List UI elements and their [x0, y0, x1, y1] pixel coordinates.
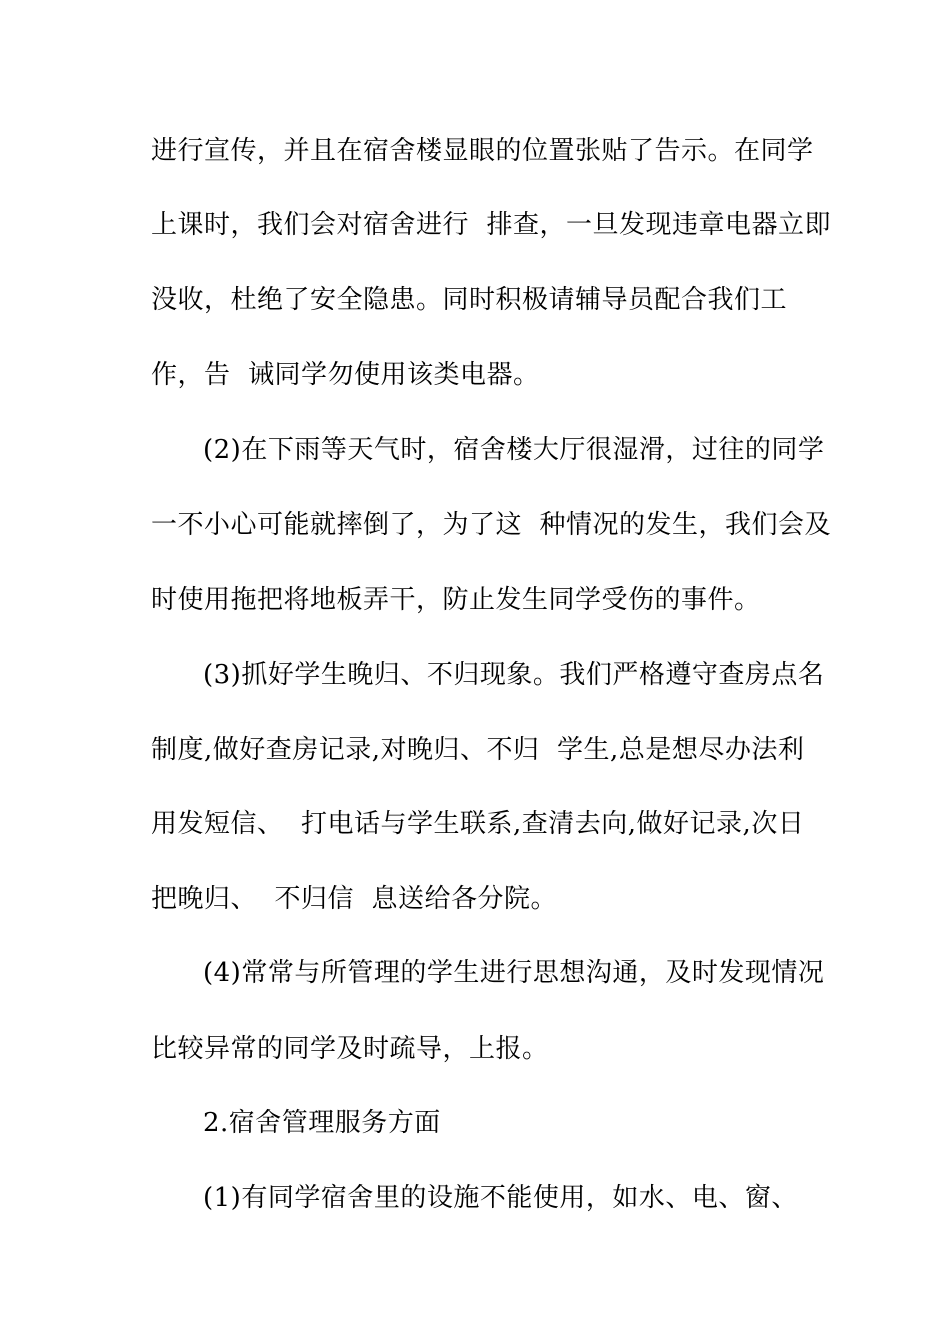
- text-line: 上课时，我们会对宿舍进行 排查，一旦发现违章电器立即: [151, 210, 832, 240]
- text-line: 进行宣传，并且在宿舍楼显眼的位置张贴了告示。在同学: [151, 136, 814, 166]
- text-line: 比较异常的同学及时疏导，上报。: [151, 1034, 549, 1064]
- text-line: 用发短信、 打电话与学生联系,查清去向,做好记录,次日: [151, 809, 805, 839]
- text-line: 制度,做好查房记录,对晚归、不归 学生,总是想尽办法利: [151, 735, 805, 765]
- text-line: 没收，杜绝了安全隐患。同时积极请辅导员配合我们工: [151, 285, 788, 315]
- paragraph-first-line: (3)抓好学生晚归、不归现象。我们严格遵守查房点名: [203, 660, 825, 690]
- paragraph-first-line: (1)有同学宿舍里的设施不能使用，如水、电、窗、: [203, 1183, 798, 1213]
- text-line: 作，告 诫同学勿使用该类电器。: [151, 360, 540, 390]
- text-line: 时使用拖把将地板弄干，防止发生同学受伤的事件。: [151, 585, 761, 615]
- text-line: 一不小心可能就摔倒了，为了这 种情况的发生，我们会及: [151, 510, 832, 540]
- paragraph-first-line: (2)在下雨等天气时，宿舍楼大厅很湿滑，过往的同学: [203, 435, 825, 465]
- section-heading: 2.宿舍管理服务方面: [203, 1108, 441, 1138]
- text-line: 把晚归、 不归信 息送给各分院。: [151, 884, 558, 914]
- paragraph-first-line: (4)常常与所管理的学生进行思想沟通，及时发现情况: [203, 958, 825, 988]
